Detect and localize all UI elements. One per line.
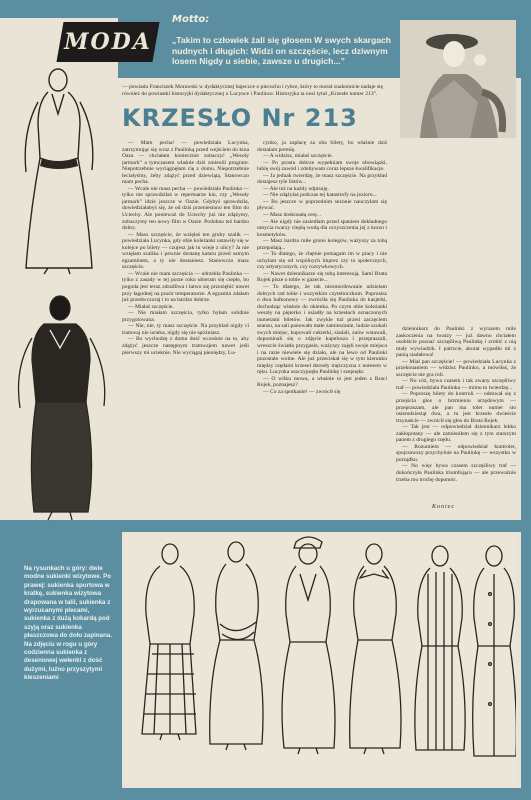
- paragraph: — Poproszę bilety do kontroli — odezwał się z przejścia głos o brzmieniu urzędowym — przepraszam, ale pan ma tolet numer sto osiemdziesiąt dwa, a tu jest krzesło dwieście trzynaście — zwrócił się głos do Brata Rojek.: [396, 391, 516, 424]
- paragraph: — Bo jeszcze w poprzednim sezonie nauczyłam się pływać.: [257, 198, 387, 212]
- bottom-edge-band: [0, 788, 531, 800]
- paragraph: — To dlatego, że tak niezmordowanie udzielam dobrych rad tobie i wszystkim czytelniczkom. Poprosisz o dwa balkonowy — zwróciła się Paulinka do kasjerki, dochodząc właśnie do okienka. Po czym obie koleżanki weszły na pięterko i usiadły na krzesłach oznaczonych numerami biletów. Jak zwykle tuż przed zaczęciem seansu, na sali panowało małe zamieszanie, ludzie szukali swych miejsc, kupowali cukierki, siadali, znów wstawali, dopominali się o zdjęcie kapelusza i przepraszali, wreszcie światło przygasło, ważyszy zajęli swoje miejsca i na razie niewiele się działo, ale na lewo od Paulinki pozostało wolne. Ale już przeciskał się w tym kierunku między rzędami krzesel dorosły mężczyzna z notesem w ręku. Lucynka uszczypnęła Paulinkę i szepnęła:: [257, 284, 387, 376]
- paragraph: — Rozumiem — odpowiedział kontroler, spojrzawszy przychylnie na Paulinkę — wszystko w porządku.: [396, 443, 516, 463]
- paragraph: cynko, ja zapłacę za oba bilety, bo właśnie dziś dostałam premię.: [257, 140, 387, 153]
- article-signature: Koniec: [432, 504, 455, 510]
- paragraph: — Po prostu dobrze wypełniam swoje obowiązki, lubię swój zawód i zdobywam coraz lepsze kwalifikacje.: [257, 159, 387, 173]
- article-headline: KRZESŁO Nr 213: [122, 104, 358, 132]
- right-edge-band: [521, 0, 531, 800]
- paragraph: — A widzisz, miałaś szczęście.: [263, 153, 333, 160]
- article-column-2: [257, 140, 387, 512]
- paragraph: — No więc bywa czasem szczęśliwy traf — dokończyła Paulinka triumfująco — ale przeważnie trzeba mu trochę dopomóc.: [396, 463, 516, 483]
- paragraph: — O wilku mowa, a właśnie to jest jeden z Braci Rojek, poznajesz?: [257, 375, 387, 389]
- fashion-sketch-row-icon: [124, 534, 516, 784]
- motto-quote: „Takim to człowiek żali się głosem W swych skargach nudnych i długich: Widzi on szczęście, lecz dziwnym losem Nigdy u siebie, zawsze u drugich...”: [172, 35, 392, 67]
- paragraph: — Masz szczęście, że wzięłaś ten gruby szalik — powiedziała Lucynka, gdy obie koleżanki ustawiły się w kolejce po bilety — czujesz jak tu wieje z ulicy? Ja nie wzięłam szalika i pewnie dostanę kataru przed samym egzaminem, a ty nie dostaniesz. Stanowczo masz szczęście.: [122, 231, 249, 271]
- photo-woman-hat-icon: [400, 20, 516, 138]
- paragraph: — Miałaś szczęście.: [128, 303, 174, 310]
- motto-label: Motto:: [172, 14, 210, 25]
- paragraph: — Nie zdążyłaś podczas tej katastrofy na jezioro...: [263, 192, 377, 199]
- paragraph: — Bo wychodzę z domu dość wcześnie na to, aby zdążyć jeszcze następnym tramwajem nawet jeśli pierwszy mi ucieknie. Nie wyciągaj pieniędzy, Lu-: [122, 336, 249, 356]
- paragraph: — No cóż, bywa czasem i tak zwany szczęśliwy traf — powiedziała Paulinka — mimo to twierdzę...: [396, 378, 516, 391]
- paragraph: — Ja jednak twierdzę, że masz szczęście. Na przykład dostajesz tyle listów...: [257, 172, 387, 186]
- paragraph: — Co za spotkanie! — zwrócił się: [263, 388, 341, 395]
- paragraph: — Mam pecha! — powiedziała Lucynka, zatrzymując się wraz z Paulinką przed wejściem do kina Oaza — chciałam koniecznie zobaczyć „Wesoły jarmark” a tymczasem właśnie dziś zmienili program. Niepotrzebnie wyciągnęłam cię z domu. Niepotrzebnie leciałyśmy, żeby zdążyć przed dziewiątą. Stanowczo mam pecha.: [122, 140, 249, 186]
- paragraph: — Ale nigdy nie zasiedlam przed spaniem dokładnego umycia twarzy ciepłą wodą dla oczyszczenia jej z kurzu i kosmetyków.: [257, 218, 387, 238]
- article-column-1: [122, 140, 249, 512]
- paragraph: — Wcale nie masz pecha — powiedziała Paulinka — tylko nie sprawdziłaś w repertuarze kin, czy „Wesoły jarmark” idzie jeszcze w Oazie. Gdybyś sprawdziła, dowiedziałabyś się, że od dziś przeniesiono ten film do Uciechy. Ale ponieważ do Uciechy już nie zdążymy, zobaczymy ten nowy film w Oazie. Podobno też bardzo dobry.: [122, 185, 249, 232]
- paragraph: — Tak jest — odpowiedział dziennikarz lekko zakłopotany — ale zamieniłem się z tym starszym panem z drugiego rzędu.: [396, 424, 516, 444]
- paragraph: — Nie, nie, ty masz szczęście. Na przykład nigdy ci tramwaj nie ucieka, nigdy się nie spóźniasz.: [122, 323, 249, 336]
- paragraph: dziennikarz do Paulinki z wyrazem mile zaskoczenia na twarzy — już dawno chciałem osobiście poznać szczęśliwą Paulinkę i zrobić z nią mały wywiadzik. I patrzcie, akurat wypadło mi z panią siadałowa!: [396, 326, 516, 359]
- intro-text: — powiada Franciszek Morawski w dydaktycznej bajeczce o piecuchu i rybce, który to morał znakomicie nadaje się również do powiastki historyjki dydaktycznej o Lucynce i Paulince. Historyjka ta nosi tytuł „Krzesło numer 213”.: [122, 84, 384, 97]
- paragraph: — Nawet dziennikarze się tobą interesują. Sami Brata Rojek pisze o tobie w gazecie...: [257, 270, 387, 284]
- paragraph: — Ale też na każdy odpisuję.: [263, 185, 329, 192]
- paragraph: — Nie miałam szczęścia, tylko byłam solidnie przygotowana.: [122, 310, 249, 323]
- left-top-blue-band: [0, 0, 118, 18]
- article-column-3: [396, 326, 516, 502]
- paragraph: — Miał pan szczęście! — powiedziała Lucynka z przekonaniem — widzisz Paulinko, a mówiłaś, że szczęście nie gra roli.: [396, 358, 516, 378]
- dress-sketch-icon: [6, 290, 116, 528]
- paragraph: — To dlatego, że chętnie pomagam im w pracy i nie uchylam się od wspólnych imprez czy to społecznych, czy artystycznych, czy rozrywkowych.: [257, 251, 387, 271]
- moda-logo: MODA: [56, 22, 159, 62]
- paragraph: — Masz bardzo miłe grono kolegów, ważyszy za tobą przepadają...: [257, 238, 387, 251]
- paragraph: — Masz doskonałą cerę...: [263, 212, 322, 219]
- sketch-caption: Na rysunkach u góry: dwie modne sukienki wizytowe. Po prawej: sukienka sportowa w kratkę, sukienka wizytowa drapowana w talii, sukienka z wyrzucanymi plecami, sukienka z dużą kokardą pod szyją oraz sukienka płaszczowa do dołu zapinana. Na zdjęciu w rogu u góry codzienna sukienka z deseniowej wełenki z dość dużymi, luźno przyszytymi kieszeniami: [24, 565, 113, 682]
- dress-sketch-icon: [8, 62, 114, 280]
- paragraph: — Wcale nie mam szczęścia — odrzekła Paulinka — tylko z zasady w tej porze roku ubieram się ciepło, bo pogoda jest teraz zdradliwa i łatwo się przeziębić nawet przy łagodnej na pozór temperaturze. A egzamin zdałam już przedwczoraj i to na bardzo dobrze.: [122, 270, 249, 304]
